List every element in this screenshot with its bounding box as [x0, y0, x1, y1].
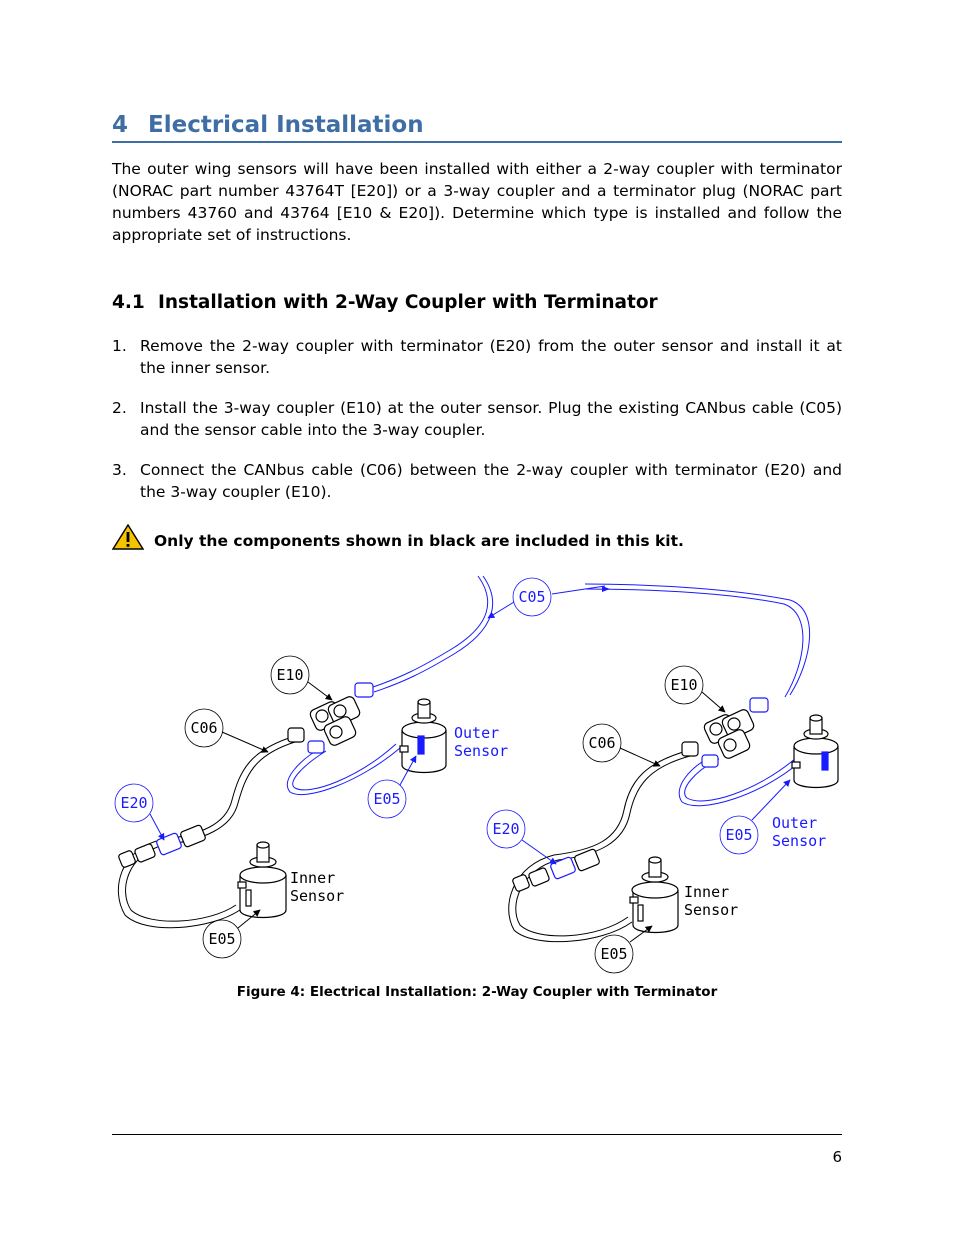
page-number: 6	[832, 1148, 842, 1166]
step-text: Remove the 2-way coupler with terminator (E20) from the outer sensor and install it at the inner sensor.	[140, 337, 842, 377]
cable-c05-existing	[370, 576, 488, 688]
inner-sensor-left-label-2: Sensor	[290, 887, 345, 905]
outer-sensor-right-label-2: Sensor	[772, 832, 827, 850]
callout-e05-outer-right-label: E05	[725, 826, 753, 844]
sensor-cable-outer-right	[679, 755, 800, 806]
inner-sensor-left	[238, 842, 286, 918]
three-way-coupler-e10-left	[288, 683, 373, 753]
inner-sensor-right	[630, 857, 678, 933]
outer-sensor-left-label-2: Sensor	[454, 742, 509, 760]
inner-sensor-right-label-2: Sensor	[684, 901, 739, 919]
figure-caption: Figure 4: Electrical Installation: 2-Way Coupler with Terminator	[236, 984, 718, 1000]
subsection-number: 4.1	[112, 292, 145, 313]
outer-sensor-left	[400, 699, 446, 773]
callout-e10-left-label: E10	[276, 666, 304, 684]
step-1	[112, 335, 842, 379]
section-title: Electrical Installation	[148, 112, 424, 138]
callout-c05-label: C05	[518, 588, 546, 606]
callout-e05-inner-left-label: E05	[208, 930, 236, 948]
warning-note	[112, 524, 842, 554]
subsection-title: Installation with 2-Way Coupler with Terminator	[158, 292, 658, 313]
three-way-coupler-e10-right	[682, 698, 768, 767]
step-2	[112, 397, 842, 441]
heading-rule	[112, 141, 842, 143]
step-3	[112, 459, 842, 503]
intro-paragraph: The outer wing sensors will have been installed with either a 2-way coupler with terminator (NORAC part number 43764T [E20]) or a 3-way coupler and a terminator plug (NORAC part numbers 43760 and 43764 [E10 & E20]). Determine which type is installed and follow the appropriate set of instructions.	[112, 160, 842, 244]
step-text: Install the 3-way coupler (E10) at the outer sensor. Plug the existing CANbus cable (C05) and the sensor cable into the 3-way coupler.	[140, 399, 842, 439]
installation-diagram	[100, 570, 860, 975]
callout-e05-inner-right-label: E05	[600, 945, 628, 963]
warning-text: Only the components shown in black are included in this kit.	[154, 532, 684, 550]
outer-sensor-right	[792, 715, 838, 788]
callout-e20-left-label: E20	[120, 794, 148, 812]
callout-e10-right-label: E10	[670, 676, 698, 694]
two-way-coupler-e20-left	[118, 824, 206, 868]
subsection-heading	[112, 292, 842, 313]
warning-triangle-icon	[112, 524, 144, 550]
step-number: 1.	[112, 337, 127, 355]
outer-sensor-right-label-1: Outer	[772, 814, 818, 832]
callout-e05-outer-left-label: E05	[373, 790, 401, 808]
callout-c06-left-label: C06	[190, 719, 218, 737]
step-number: 2.	[112, 399, 127, 417]
step-text: Connect the CANbus cable (C06) between the 2-way coupler with terminator (E20) and the 3-way coupler (E10).	[140, 461, 842, 501]
section-number: 4	[112, 112, 129, 138]
callout-c06-right-label: C06	[588, 734, 616, 752]
outer-sensor-left-label-1: Outer	[454, 724, 500, 742]
step-number: 3.	[112, 461, 127, 479]
inner-sensor-right-label-1: Inner	[684, 883, 730, 901]
inner-sensor-left-label-1: Inner	[290, 869, 336, 887]
section-heading	[112, 112, 842, 138]
callout-e20-right-label: E20	[492, 820, 520, 838]
footer-rule	[112, 1134, 842, 1135]
